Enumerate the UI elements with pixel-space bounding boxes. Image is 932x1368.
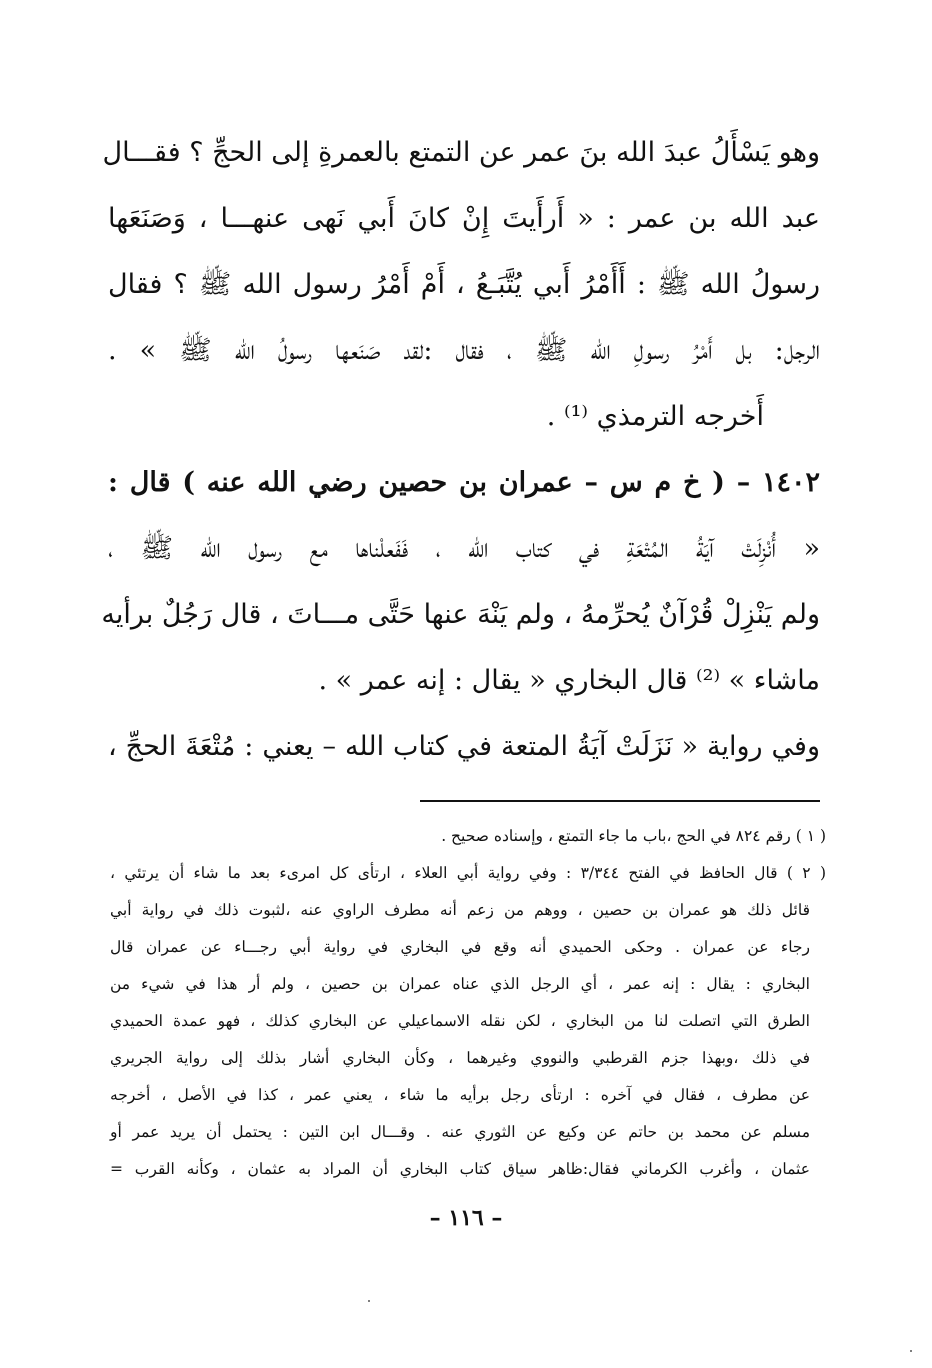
- footnotes: [110, 818, 826, 1188]
- text-line: الرجل: بل أَمْرُ رسولِ الله ﷺ ، فقال :لقد صَنَعها رسولُ الله ﷺ » .: [108, 335, 820, 366]
- hadith-heading: ١٤٠٢ – ( خ م س – عمران بن حصين رضي الله عنه ) قال :: [108, 467, 820, 498]
- text-line: وهو يَسْأَلُ عبدَ الله بنَ عمر عن التمتع بالعمرةِ إلى الحجِّ ؟ فقـــال: [102, 137, 820, 168]
- page-number: – ١١٦ –: [429, 1205, 503, 1231]
- text-line: عبد الله بن عمر : « أَرأَيتَ إِنْ كانَ أَبي نَهى عنهـــا ، وَصَنَعَها: [108, 203, 820, 234]
- footnote-line: البخاري : يقال : إنه عمر ، أي الرجل الذي عناه عمران بن حصين ، ولم أر هذا في شيء من: [110, 975, 810, 993]
- footnote-line: عن مطرف ، فقال في آخره : ارتأى رجل برأيه ما شاء ، يعني عمر ، كذا في الأصل ، أخرجه: [110, 1086, 810, 1104]
- footnote-line: ( ٢ ) قال الحافظ في الفتح ٣/٣٤٤ : وفي رواية أبي العلاء ، ارتأى كل امرىء بعد ما شاء أن يرتئي ،: [110, 864, 826, 882]
- text-line: ماشاء » ⁽²⁾ قال البخاري « يقال : إنه عمر » .: [318, 665, 820, 696]
- footnote-line: قائل ذلك هو عمران بن حصين ، ووهم من زعم أنه مطرف الراوي عنه ،لثبوت ذلك في رواية أبي: [110, 901, 810, 919]
- footnote-line: الطرق التي اتصلت لنا من البخاري ، لكن نقله الاسماعيلي عن البخاري كذلك ، فهو عمدة الحميدي: [110, 1012, 810, 1030]
- footnote-line: عثمان ، وأغرب الكرماني فقال:ظاهر سياق كتاب البخاري أن المراد به عثمان ، وكأنه القرب =: [110, 1160, 810, 1178]
- text-line: رسولُ الله ﷺ : أَأَمْرُ أَبي يُتَّبَـعُ ، أَمْ أَمْرُ رسول الله ﷺ ؟ فقال: [108, 269, 820, 300]
- footnote-line: مسلم عن محمد بن حاتم عن وكيع عن الثوري عنه . وقـــال ابن التين : يحتمل أن يريد عمر أو: [110, 1123, 810, 1141]
- footnote-line: ( ١ ) رقم ٨٢٤ في الحج ،باب ما جاء التمتع ، وإسناده صحيح .: [441, 827, 826, 845]
- text-line: ولم يَنْزِلْ قُرْآنٌ يُحرِّمهُ ، ولم يَنْهَ عنها حَتَّى مـــاتَ ، قال رَجُلٌ برأيه: [101, 599, 820, 630]
- text-line: أَخرجه الترمذي ⁽¹⁾ .: [546, 401, 764, 432]
- main-text: [101, 120, 820, 780]
- text-line: وفي رواية « نَزَلَتْ آيَةُ المتعة في كتاب الله – يعني : مُتْعَةَ الحجِّ ،: [108, 731, 820, 762]
- scan-speck: [368, 1300, 370, 1302]
- footnote-line: في ذلك ،وبهذا جزم القرطبي والنووي وغيرهما ، وكأن البخاري أشار بذلك إلى رواية الجريري: [110, 1049, 810, 1067]
- footnote-line: رجاء عن عمران . وحكى الحميدي أنه وقع في البخاري في رواية أبي رجـــاء عن عمران قال: [110, 938, 810, 956]
- text-line: « أُنْزِلَتْ آيَةُ المُتْعَةِ في كتاب الله ، فَفَعلْناها مع رسول الله ﷺ ،: [108, 533, 820, 564]
- scan-speck: [910, 1350, 912, 1352]
- footnote-divider: [420, 800, 820, 802]
